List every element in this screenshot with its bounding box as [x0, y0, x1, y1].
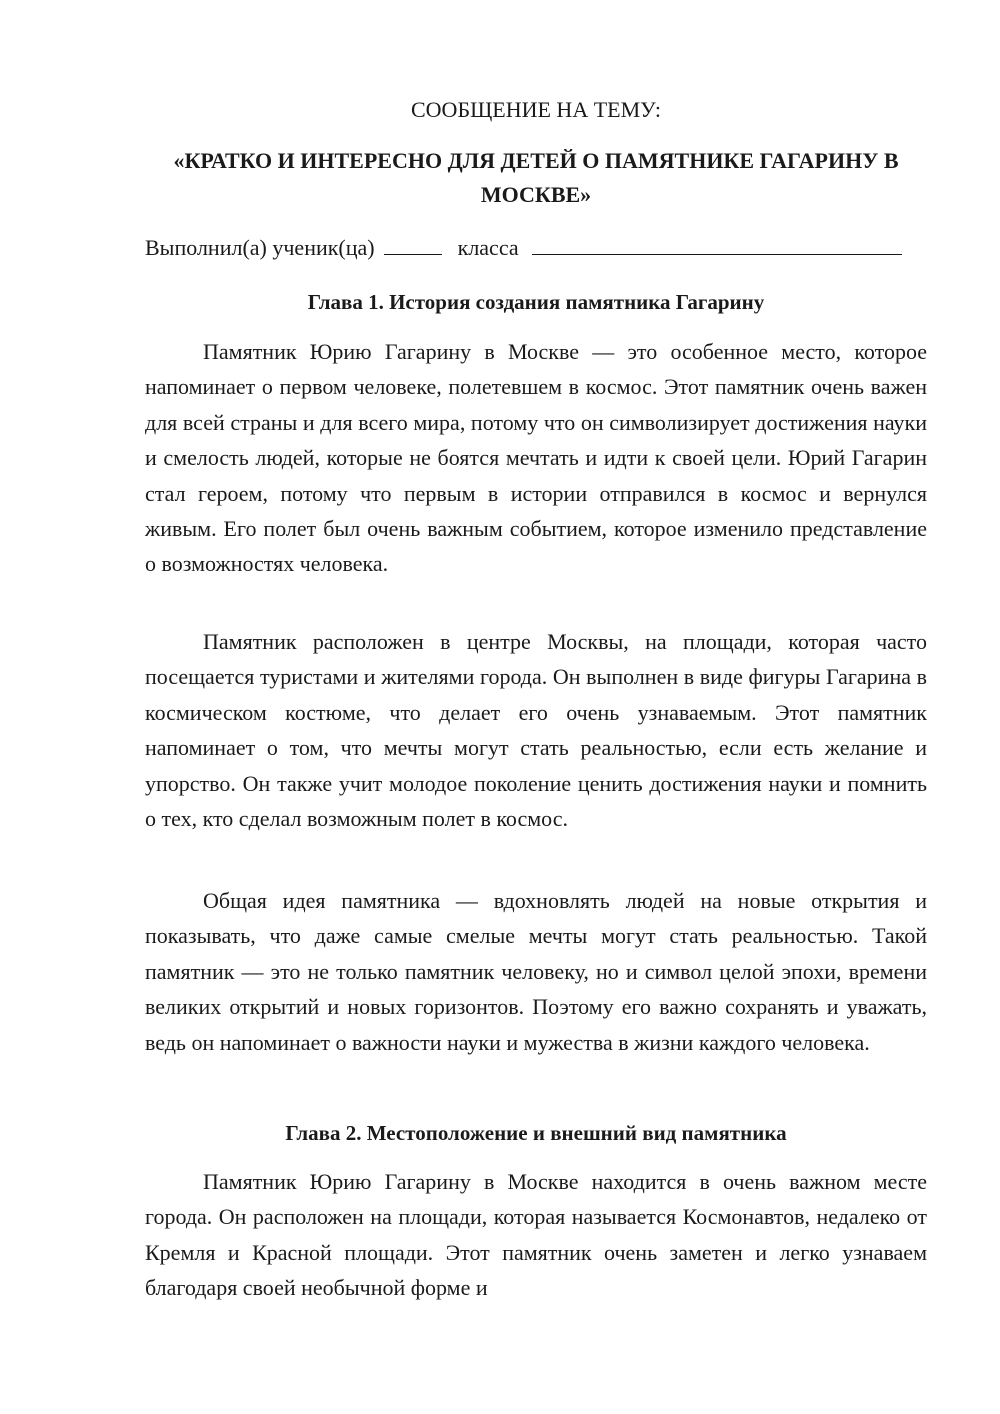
chapter-1-paragraph-1: Памятник Юрию Гагарину в Москве — это особенное место, которое напоминает о первом человеке, полетевшем в космос. Этот памятник очень важен для всей страны и для всего мира, потому что он символизирует достижения науки и смелость людей, которые не боятся мечтать и идти к своей цели. Юрий Гагарин стал героем, потому что первым в истории отправился в космос и вернулся живым. Его полет был очень важным событием, которое изменило представление о возможностях человека.	[145, 339, 927, 577]
chapter-1-paragraph-3: Общая идея памятника — вдохновлять людей на новые открытия и показывать, что даже самые смелые мечты могут стать реальностью. Такой памятник — это не только памятник человеку, но и символ целой эпохи, времени великих открытий и новых горизонтов. Поэтому его важно сохранять и уважать, ведь он напоминает о важности науки и мужества в жизни каждого человека.	[145, 888, 927, 1055]
chapter-1-title: Глава 1. История создания памятника Гагарину	[307, 290, 765, 314]
student-label: Выполнил(а) ученик(ца)	[145, 235, 375, 260]
document-topic: СООБЩЕНИЕ НА ТЕМУ:	[411, 97, 661, 122]
chapter-1-paragraph-2: Памятник расположен в центре Москвы, на площади, которая часто посещается туристами и жителями города. Он выполнен в виде фигуры Гагарина в космическом костюме, что делает его очень узнаваемым. Этот памятник напоминает о том, что мечты могут стать реальностью, если есть желание и упорство. Он также учит молодое поколение ценить достижения науки и помнить о тех, кто сделал возможным полет в космос.	[145, 629, 927, 832]
student-info-line	[145, 232, 927, 263]
grade-blank-field	[384, 232, 442, 255]
chapter-2-title: Глава 2. Местоположение и внешний вид памятника	[285, 1121, 787, 1145]
document-title: «КРАТКО И ИНТЕРЕСНО ДЛЯ ДЕТЕЙ О ПАМЯТНИКЕ ГАГАРИНУ В МОСКВЕ»	[173, 148, 899, 207]
chapter-2-paragraph-1: Памятник Юрию Гагарину в Москве находится в очень важном месте города. Он расположен на площади, которая называется Космонавтов, недалеко от Кремля и Красной площади. Этот памятник очень заметен и легко узнаваем благодаря своей необычной форме и	[145, 1169, 927, 1301]
class-label: класса	[457, 235, 519, 260]
name-blank-field	[532, 232, 902, 255]
